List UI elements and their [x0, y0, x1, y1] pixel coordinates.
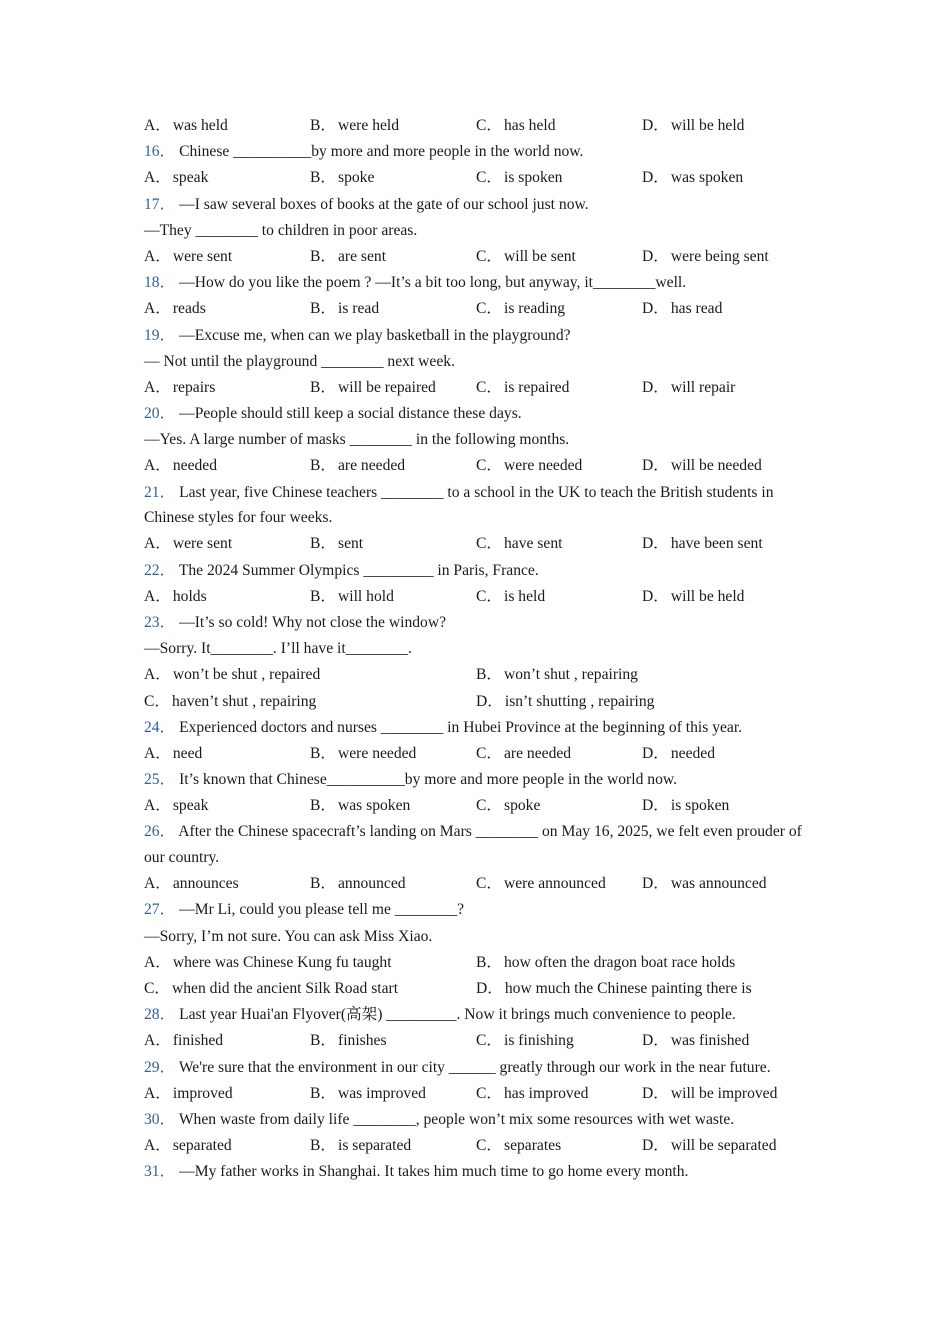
option-letter: D． [642, 247, 669, 265]
option-letter: B． [310, 247, 336, 265]
answer-option[interactable] [310, 1133, 476, 1159]
option-letter: C． [476, 797, 502, 815]
option-letter: A． [144, 744, 171, 762]
option-text: have sent [504, 535, 563, 553]
option-letter: D． [476, 692, 503, 710]
dialogue-text: — Not until the playground ________ next week. [144, 352, 455, 370]
option-letter: B． [310, 378, 336, 396]
option-letter: B． [476, 666, 502, 684]
option-text: are needed [338, 457, 406, 475]
option-text: were being sent [670, 247, 769, 265]
answer-option[interactable] [476, 793, 642, 819]
answer-option[interactable] [310, 584, 476, 610]
option-letter: B． [310, 1084, 336, 1102]
option-text: speak [172, 169, 209, 187]
option-text: needed [670, 744, 716, 762]
answer-option[interactable] [642, 793, 808, 819]
options-row [144, 741, 814, 767]
option-letter: A． [144, 457, 171, 475]
answer-option[interactable] [310, 244, 476, 270]
answer-option[interactable] [144, 1028, 310, 1054]
question-text: —People should still keep a social distance these days. [179, 405, 522, 423]
option-letter: D． [642, 587, 669, 605]
question-number: 17． [144, 195, 176, 213]
answer-option[interactable] [144, 584, 310, 610]
answer-option[interactable] [642, 113, 808, 139]
option-text: were needed [504, 457, 583, 475]
option-text: is finishing [504, 1032, 574, 1050]
option-letter: B． [310, 300, 336, 318]
option-letter: B． [310, 797, 336, 815]
answer-option[interactable] [144, 662, 476, 688]
option-letter: C． [476, 117, 502, 134]
question-line [144, 480, 814, 531]
answer-option[interactable] [144, 244, 310, 270]
options-row [144, 244, 814, 270]
question-text: —I saw several boxes of books at the gate of our school just now. [179, 195, 589, 213]
option-letter: B． [310, 587, 336, 605]
option-letter: B． [310, 169, 336, 187]
question-line [144, 1055, 814, 1081]
option-letter: C． [144, 980, 170, 997]
option-letter: C． [144, 692, 170, 710]
answer-option[interactable] [144, 741, 310, 767]
option-letter: A． [144, 1032, 171, 1050]
options-row [144, 296, 814, 322]
answer-option[interactable] [476, 950, 808, 976]
answer-option[interactable] [642, 1081, 808, 1107]
question-text: The 2024 Summer Olympics _________ in Paris, France. [178, 561, 539, 579]
option-text: repairs [172, 378, 216, 396]
option-text: spoke [504, 797, 541, 815]
question-text: —Excuse me, when can we play basketball in the playground? [179, 326, 571, 344]
option-text: is repaired [504, 378, 570, 396]
answer-option[interactable] [144, 453, 310, 479]
dialogue-text: —Yes. A large number of masks ________ in the following months. [144, 431, 570, 449]
answer-option[interactable] [476, 871, 642, 897]
options-row [144, 375, 814, 401]
option-letter: D． [642, 535, 669, 553]
options-row [144, 976, 814, 1002]
option-text: was improved [338, 1084, 426, 1102]
option-text: will be separated [670, 1137, 777, 1155]
option-text: announces [172, 875, 239, 893]
option-letter: D． [476, 980, 503, 997]
option-letter: A． [144, 300, 171, 318]
answer-option[interactable] [642, 244, 808, 270]
options-row [144, 453, 814, 479]
answer-option[interactable] [310, 453, 476, 479]
option-text: how much the Chinese painting there is [504, 980, 752, 997]
option-text: won’t shut , repairing [504, 666, 638, 684]
answer-option[interactable] [642, 741, 808, 767]
question-line [144, 819, 814, 870]
question-number: 26． [144, 823, 176, 841]
answer-option[interactable] [144, 976, 476, 1002]
exercise-page [144, 113, 814, 1186]
option-letter: C． [476, 247, 502, 265]
answer-option[interactable] [476, 1028, 642, 1054]
option-text: will be held [670, 117, 745, 134]
dialogue-text: —They ________ to children in poor areas. [144, 221, 418, 239]
option-text: will be held [670, 587, 745, 605]
answer-option[interactable] [310, 1081, 476, 1107]
question-line [144, 192, 814, 218]
answer-option[interactable] [310, 531, 476, 557]
option-letter: A． [144, 247, 171, 265]
option-text: isn’t shutting , repairing [504, 692, 655, 710]
option-text: reads [172, 300, 206, 318]
option-text: has held [504, 117, 556, 134]
option-text: will hold [338, 587, 394, 605]
question-text: When waste from daily life ________, people won’t mix some resources with wet waste. [178, 1110, 735, 1128]
option-text: finished [172, 1032, 224, 1050]
option-letter: A． [144, 1084, 171, 1102]
option-text: is spoken [670, 797, 730, 815]
option-letter: A． [144, 797, 171, 815]
answer-option[interactable] [642, 1028, 808, 1054]
answer-option[interactable] [144, 165, 310, 191]
options-row [144, 1133, 814, 1159]
option-letter: A． [144, 117, 171, 134]
answer-option[interactable] [642, 871, 808, 897]
question-line [144, 897, 814, 923]
question-line [144, 610, 814, 636]
question-text: Chinese __________by more and more people in the world now. [179, 143, 584, 161]
option-text: is separated [338, 1137, 412, 1155]
answer-option[interactable] [476, 1133, 642, 1159]
option-letter: D． [642, 300, 669, 318]
option-text: finishes [338, 1032, 387, 1050]
option-text: is spoken [504, 169, 563, 187]
option-text: has read [670, 300, 723, 318]
question-number: 19． [144, 326, 176, 344]
option-text: is reading [504, 300, 566, 318]
answer-option[interactable] [476, 584, 642, 610]
option-letter: A． [144, 1137, 171, 1155]
option-text: improved [172, 1084, 233, 1102]
answer-option[interactable] [476, 741, 642, 767]
question-line [144, 270, 814, 296]
option-text: won’t be shut , repaired [172, 666, 321, 684]
option-text: separates [504, 1137, 562, 1155]
option-text: is read [338, 300, 380, 318]
dialogue-line [144, 218, 814, 244]
option-letter: C． [476, 587, 502, 605]
question-line [144, 401, 814, 427]
question-line [144, 715, 814, 741]
option-text: are sent [338, 247, 387, 265]
answer-option[interactable] [642, 531, 808, 557]
option-text: will be improved [670, 1084, 778, 1102]
answer-option[interactable] [642, 584, 808, 610]
question-number: 30． [144, 1110, 176, 1128]
option-text: was spoken [338, 797, 411, 815]
answer-option[interactable] [144, 950, 476, 976]
option-letter: C． [476, 457, 502, 475]
option-letter: D． [642, 457, 669, 475]
option-letter: C． [476, 378, 502, 396]
answer-option[interactable] [476, 244, 642, 270]
option-text: how often the dragon boat race holds [504, 953, 736, 971]
option-text: were sent [172, 535, 233, 553]
options-row [144, 871, 814, 897]
answer-option[interactable] [642, 453, 808, 479]
option-letter: C． [476, 744, 502, 762]
question-number: 23． [144, 613, 176, 631]
option-letter: B． [310, 875, 336, 893]
options-row [144, 1081, 814, 1107]
question-text: —It’s so cold! Why not close the window? [179, 613, 447, 631]
option-letter: D． [642, 117, 669, 134]
option-text: was spoken [670, 169, 744, 187]
answer-option[interactable] [476, 531, 642, 557]
option-letter: A． [144, 875, 171, 893]
dialogue-text: —Sorry. It________. I’ll have it________. [144, 640, 412, 658]
answer-option[interactable] [144, 689, 476, 715]
answer-option[interactable] [310, 165, 476, 191]
answer-option[interactable] [476, 375, 642, 401]
option-letter: A． [144, 587, 171, 605]
option-letter: B． [310, 535, 336, 553]
option-text: holds [172, 587, 207, 605]
options-row [144, 793, 814, 819]
answer-option[interactable] [476, 296, 642, 322]
option-text: have been sent [670, 535, 763, 553]
dialogue-line [144, 427, 814, 453]
answer-option[interactable] [144, 113, 310, 139]
option-text: needed [172, 457, 218, 475]
option-text: has improved [504, 1084, 589, 1102]
question-line [144, 767, 814, 793]
question-number: 24． [144, 718, 176, 736]
option-letter: D． [642, 875, 669, 893]
question-line [144, 1107, 814, 1133]
option-letter: C． [476, 535, 502, 553]
answer-option[interactable] [642, 1133, 808, 1159]
option-letter: A． [144, 953, 171, 971]
question-text: It’s known that Chinese__________by more and more people in the world now. [179, 771, 678, 789]
option-text: will be sent [504, 247, 576, 265]
answer-option[interactable] [476, 453, 642, 479]
option-letter: D． [642, 797, 669, 815]
question-text: We're sure that the environment in our city ______ greatly through our work in the near future. [178, 1058, 771, 1076]
question-line [144, 323, 814, 349]
answer-option[interactable] [642, 165, 808, 191]
option-text: separated [172, 1137, 232, 1155]
option-letter: C． [476, 1032, 502, 1050]
option-letter: B． [310, 744, 336, 762]
answer-option[interactable] [310, 375, 476, 401]
question-line [144, 558, 814, 584]
options-row [144, 662, 814, 688]
dialogue-text: —Sorry, I’m not sure. You can ask Miss Xiao. [144, 927, 433, 945]
option-letter: D． [642, 378, 669, 396]
question-text: After the Chinese spacecraft’s landing on Mars ________ on May 16, 2025, we felt even prouder of our country. [144, 823, 802, 867]
option-text: were announced [504, 875, 606, 893]
answer-option[interactable] [642, 375, 808, 401]
option-letter: C． [476, 300, 502, 318]
answer-option[interactable] [144, 871, 310, 897]
option-letter: D． [642, 1032, 669, 1050]
option-text: will be needed [670, 457, 762, 475]
question-line [144, 139, 814, 165]
question-number: 22． [144, 561, 176, 579]
option-text: when did the ancient Silk Road start [172, 980, 399, 997]
question-number: 29． [144, 1058, 176, 1076]
option-text: was announced [670, 875, 767, 893]
option-text: were sent [172, 247, 233, 265]
question-line [144, 1159, 814, 1185]
option-letter: C． [476, 169, 502, 187]
option-letter: A． [144, 535, 171, 553]
option-text: were needed [338, 744, 417, 762]
dialogue-line [144, 349, 814, 375]
question-number: 21． [144, 483, 176, 501]
option-letter: A． [144, 666, 171, 684]
options-row [144, 950, 814, 976]
options-row [144, 113, 814, 139]
answer-option[interactable] [144, 793, 310, 819]
option-text: will be repaired [338, 378, 436, 396]
option-text: sent [338, 535, 364, 553]
question-text: Experienced doctors and nurses ________ in Hubei Province at the beginning of this year. [179, 718, 743, 736]
question-line [144, 1002, 814, 1028]
option-text: is held [504, 587, 546, 605]
answer-option[interactable] [476, 113, 642, 139]
option-letter: C． [476, 1084, 502, 1102]
answer-option[interactable] [310, 741, 476, 767]
answer-option[interactable] [476, 689, 808, 715]
option-text: haven’t shut , repairing [172, 692, 317, 710]
question-number: 31． [144, 1163, 176, 1181]
option-letter: B． [476, 953, 502, 971]
question-number: 28． [144, 1006, 176, 1024]
option-text: were held [338, 117, 400, 134]
option-text: are needed [504, 744, 572, 762]
answer-option[interactable] [310, 1028, 476, 1054]
option-text: was held [172, 117, 228, 134]
answer-option[interactable] [310, 793, 476, 819]
option-letter: B． [310, 457, 336, 475]
options-row [144, 584, 814, 610]
question-text: —Mr Li, could you please tell me ________? [179, 901, 465, 919]
question-text: Last year, five Chinese teachers ________ to a school in the UK to teach the British students in Chinese styles for four weeks. [144, 483, 774, 527]
option-text: spoke [338, 169, 375, 187]
answer-option[interactable] [310, 113, 476, 139]
option-letter: A． [144, 378, 171, 396]
option-letter: A． [144, 169, 171, 187]
answer-option[interactable] [310, 296, 476, 322]
question-text: Last year Huai'an Flyover(高架) _________. Now it brings much convenience to people. [179, 1006, 736, 1024]
option-letter: D． [642, 1084, 669, 1102]
question-number: 27． [144, 901, 176, 919]
question-number: 25． [144, 771, 176, 789]
option-text: announced [338, 875, 406, 893]
option-text: where was Chinese Kung fu taught [172, 953, 392, 971]
option-letter: C． [476, 875, 502, 893]
option-letter: D． [642, 744, 669, 762]
option-text: need [172, 744, 203, 762]
dialogue-line [144, 636, 814, 662]
answer-option[interactable] [144, 531, 310, 557]
answer-option[interactable] [476, 976, 808, 1002]
answer-option[interactable] [144, 375, 310, 401]
answer-option[interactable] [476, 165, 642, 191]
option-letter: B． [310, 1137, 336, 1155]
option-letter: B． [310, 1032, 336, 1050]
option-text: speak [172, 797, 209, 815]
answer-option[interactable] [642, 296, 808, 322]
answer-option[interactable] [476, 1081, 642, 1107]
option-text: will repair [670, 378, 736, 396]
question-number: 16． [144, 143, 176, 161]
dialogue-line [144, 924, 814, 950]
answer-option[interactable] [144, 296, 310, 322]
question-text: —My father works in Shanghai. It takes him much time to go home every month. [179, 1163, 689, 1181]
options-row [144, 165, 814, 191]
answer-option[interactable] [144, 1081, 310, 1107]
option-text: was finished [670, 1032, 750, 1050]
question-text: —How do you like the poem ? —It’s a bit too long, but anyway, it________well. [179, 274, 687, 292]
options-row [144, 689, 814, 715]
option-letter: D． [642, 1137, 669, 1155]
question-number: 20． [144, 405, 176, 423]
answer-option[interactable] [310, 871, 476, 897]
option-letter: B． [310, 117, 336, 134]
option-letter: D． [642, 169, 669, 187]
options-row [144, 1028, 814, 1054]
options-row [144, 531, 814, 557]
answer-option[interactable] [144, 1133, 310, 1159]
answer-option[interactable] [476, 662, 808, 688]
question-number: 18． [144, 274, 176, 292]
option-letter: C． [476, 1137, 502, 1155]
